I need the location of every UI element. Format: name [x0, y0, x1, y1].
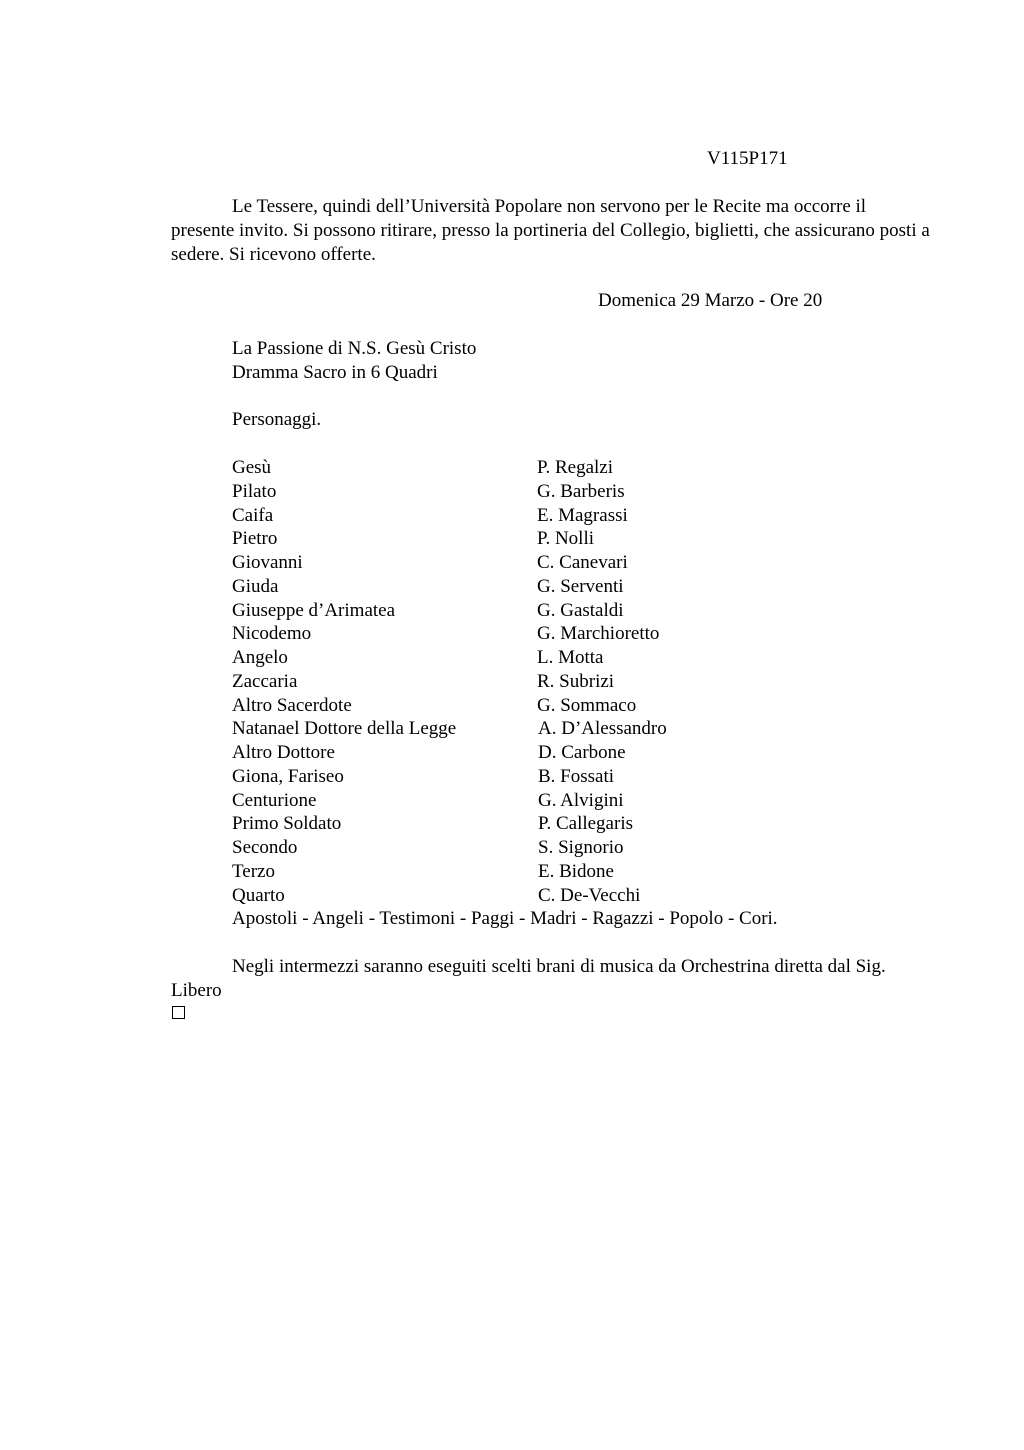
event-date: Domenica 29 Marzo - Ore 20	[598, 290, 823, 311]
cast-actor: C. Canevari	[537, 552, 628, 573]
cast-role: Primo Soldato	[232, 813, 342, 835]
cast-row	[232, 884, 832, 908]
cast-actor: L. Motta	[537, 647, 604, 668]
play-subtitle: Dramma Sacro in 6 Quadri	[232, 362, 438, 383]
cast-actor: G. Marchioretto	[537, 623, 660, 645]
chorus-line: Apostoli - Angeli - Testimoni - Paggi - Madri - Ragazzi - Popolo - Cori.	[232, 908, 778, 929]
play-title-block	[232, 337, 476, 385]
cast-list	[232, 456, 832, 907]
cast-role: Giovanni	[232, 552, 303, 573]
cast-role: Gesù	[232, 457, 272, 478]
cast-role: Nicodemo	[232, 623, 312, 645]
cast-role: Altro Sacerdote	[232, 694, 352, 716]
cast-row	[232, 694, 832, 718]
end-box-icon	[172, 1006, 185, 1019]
cast-role: Giuseppe d’Arimatea	[232, 599, 396, 621]
cast-role: Natanael Dottore della Legge	[232, 718, 457, 740]
cast-actor: G. Barberis	[537, 480, 625, 502]
document-id: V115P171	[707, 148, 788, 169]
cast-role: Pilato	[232, 480, 277, 502]
cast-row	[232, 622, 832, 646]
cast-actor: G. Gastaldi	[537, 599, 624, 621]
play-title: La Passione di N.S. Gesù Cristo	[232, 338, 477, 359]
cast-row	[232, 765, 832, 789]
cast-role: Altro Dottore	[232, 742, 335, 763]
cast-row	[232, 717, 832, 741]
intro-paragraph-text: Le Tessere, quindi dell’Università Popolare non servono per le Recite ma occorre il presente invito. Si possono ritirare, presso la portineria del Collegio, biglietti, che assicurano posti a sedere. Si ricevono offerte.	[171, 196, 930, 265]
cast-role: Terzo	[232, 860, 275, 882]
cast-heading: Personaggi.	[232, 409, 322, 430]
cast-row	[232, 599, 832, 623]
cast-role: Centurione	[232, 789, 317, 811]
cast-row	[232, 575, 832, 599]
cast-actor: C. De-Vecchi	[538, 884, 641, 906]
cast-actor: G. Sommaco	[537, 694, 637, 716]
cast-row	[232, 741, 832, 765]
cast-role: Giona, Fariseo	[232, 765, 344, 787]
cast-row	[232, 456, 832, 480]
cast-actor: R. Subrizi	[537, 670, 615, 692]
cast-role: Angelo	[232, 647, 288, 668]
cast-row	[232, 836, 832, 860]
closing-paragraph	[171, 955, 931, 1003]
cast-row	[232, 860, 832, 884]
cast-actor: E. Magrassi	[537, 504, 628, 526]
cast-row	[232, 646, 832, 670]
intro-paragraph	[171, 195, 931, 267]
cast-actor: G. Alvigini	[538, 789, 624, 811]
cast-actor: P. Nolli	[537, 528, 595, 550]
cast-role: Pietro	[232, 528, 278, 550]
cast-actor: G. Serventi	[537, 575, 624, 597]
cast-actor: D. Carbone	[538, 742, 626, 763]
cast-role: Giuda	[232, 575, 279, 597]
cast-role: Secondo	[232, 837, 298, 858]
cast-role: Quarto	[232, 884, 285, 906]
cast-actor: P. Regalzi	[537, 457, 613, 478]
cast-role: Caifa	[232, 504, 274, 526]
cast-row	[232, 551, 832, 575]
cast-row	[232, 670, 832, 694]
cast-row	[232, 789, 832, 813]
cast-actor: B. Fossati	[538, 765, 615, 787]
cast-row	[232, 480, 832, 504]
cast-role: Zaccaria	[232, 670, 298, 692]
closing-paragraph-text: Negli intermezzi saranno eseguiti scelti brani di musica da Orchestrina diretta dal Sig. Libero	[171, 956, 886, 1001]
cast-row	[232, 812, 832, 836]
cast-row	[232, 504, 832, 528]
cast-actor: P. Callegaris	[538, 813, 633, 835]
cast-actor: E. Bidone	[538, 860, 614, 882]
cast-actor: S. Signorio	[538, 837, 624, 858]
cast-actor: A. D’Alessandro	[538, 718, 667, 740]
cast-row	[232, 527, 832, 551]
